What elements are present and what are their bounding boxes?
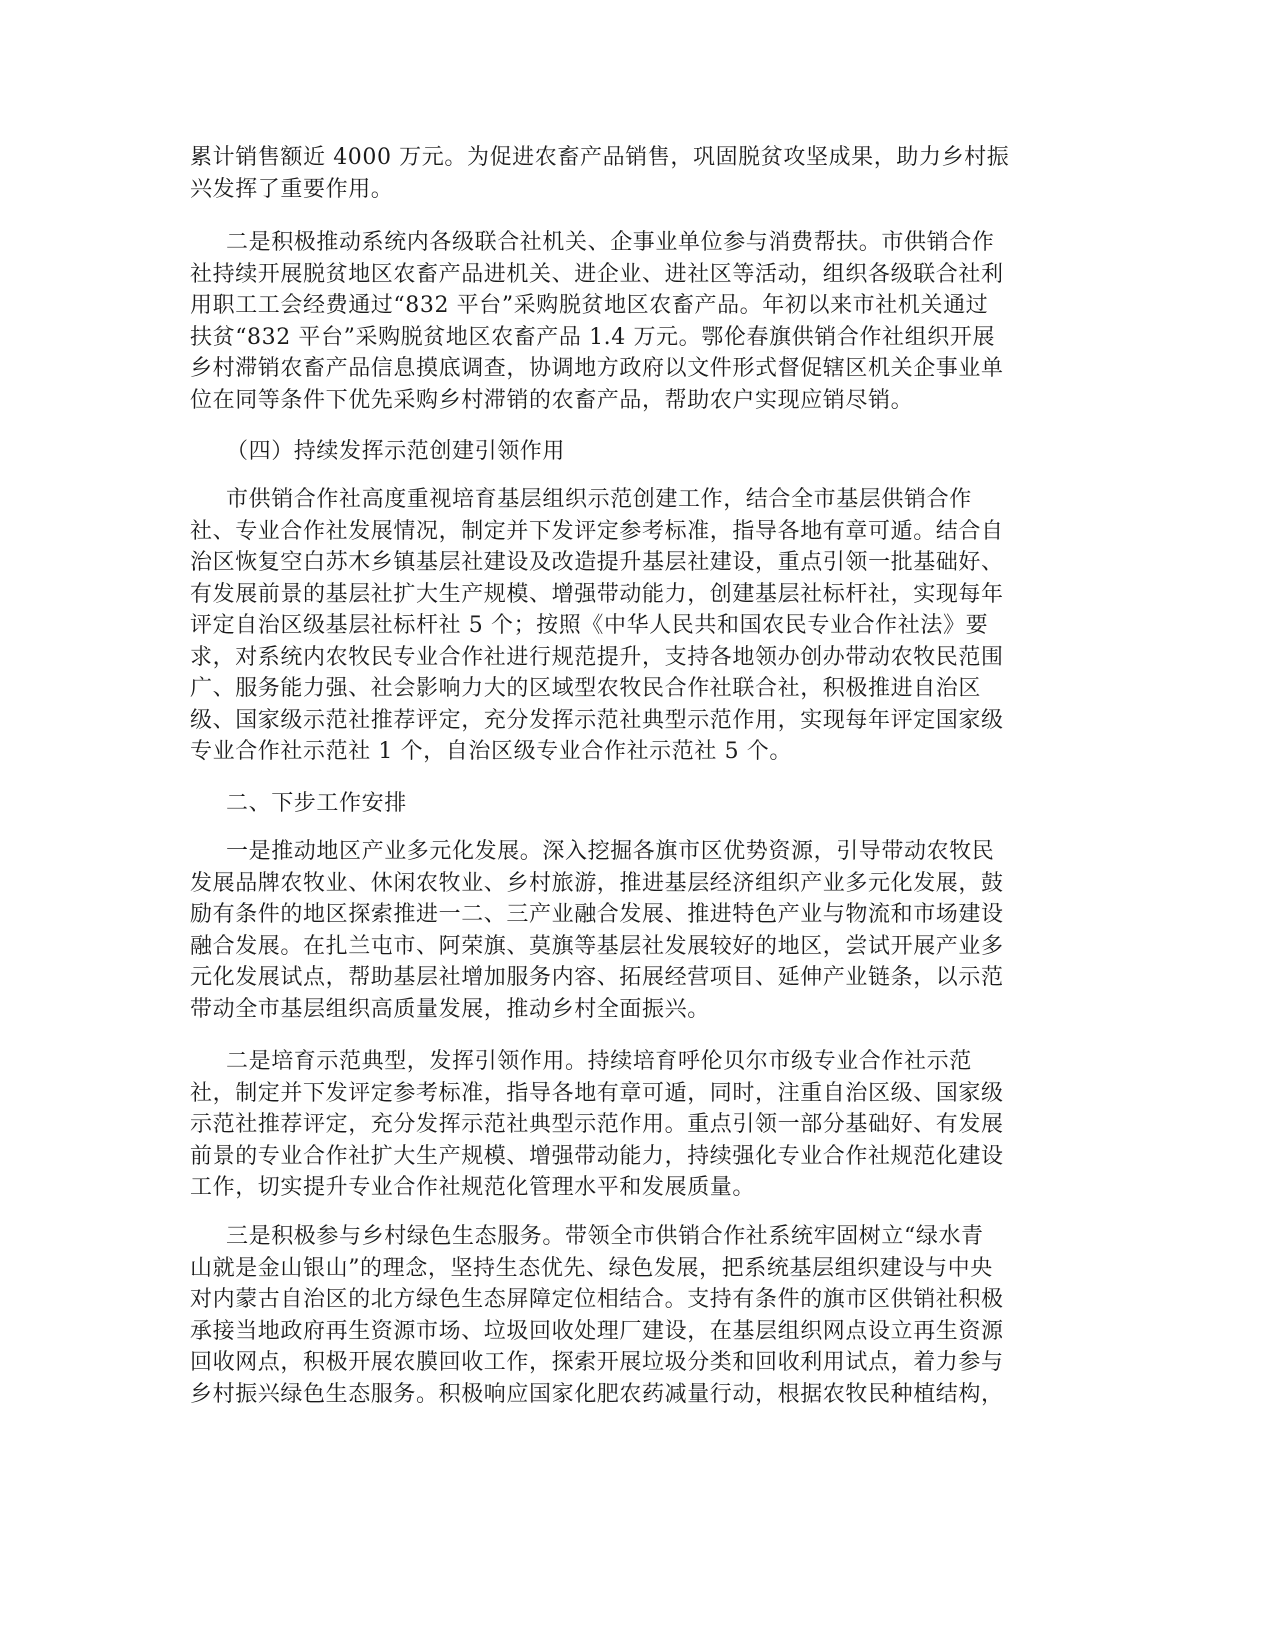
paragraph-demonstration-models <box>190 1046 1090 1204</box>
text-line: 发展品牌农牧业、休闲农牧业、乡村旅游，推进基层经济组织产业多元化发展，鼓 <box>190 870 1004 896</box>
text-line: 用职工工会经费通过“832 平台”采购脱贫地区农畜产品。年初以来市社机关通过 <box>190 293 989 318</box>
section-heading-demonstration <box>190 436 1090 468</box>
paragraph-sales-total <box>190 142 1090 205</box>
text-line: 回收网点，积极开展农膜回收工作，探索开展垃圾分类和回收利用试点，着力参与 <box>190 1350 1004 1375</box>
text-line: 累计销售额近 4000 万元。为促进农畜产品销售，巩固脱贫攻坚成果，助力乡村振 <box>190 145 1010 170</box>
text-line: 评定自治区级基层社标杆社 5 个；按照《中华人民共和国农民专业合作社法》要 <box>190 613 989 638</box>
text-line: 乡村振兴绿色生态服务。积极响应国家化肥农药减量行动，根据农牧民种植结构， <box>190 1381 1004 1407</box>
text-line: 社，制定并下发评定参考标准，指导各地有章可遁，同时，注重自治区级、国家级 <box>190 1080 1004 1106</box>
text-line: 求，对系统内农牧民专业合作社进行规范提升，支持各地领办创办带动农牧民范围 <box>190 644 1004 670</box>
text-line: 对内蒙古自治区的北方绿色生态屏障定位相结合。支持有条件的旗市区供销社积极 <box>190 1287 1004 1312</box>
text-line: 位在同等条件下优先采购乡村滞销的农畜产品，帮助农户实现应销尽销。 <box>190 387 914 413</box>
text-line: 社持续开展脱贫地区农畜产品进机关、进企业、进社区等活动，组织各级联合社利 <box>190 261 1004 287</box>
text-line: 二、下步工作安排 <box>226 791 407 816</box>
text-line: 社、专业合作社发展情况，制定并下发评定参考标准，指导各地有章可遁。结合自 <box>190 518 1004 544</box>
text-line: 广、服务能力强、社会影响力大的区域型农牧民合作社联合社，积极推进自治区 <box>190 676 982 701</box>
text-line: 承接当地政府再生资源市场、垃圾回收处理厂建设，在基层组织网点设立再生资源 <box>190 1318 1004 1344</box>
text-line: 二是积极推动系统内各级联合社机关、企事业单位参与消费帮扶。市供销合作 <box>226 230 995 255</box>
text-line: 山就是金山银山”的理念，坚持生态优先、绿色发展，把系统基层组织建设与中央 <box>190 1255 993 1281</box>
section-heading-next-steps <box>190 788 1090 820</box>
text-line: 前景的专业合作社扩大生产规模、增强带动能力，持续强化专业合作社规范化建设 <box>190 1143 1004 1169</box>
text-line: 级、国家级示范社推荐评定，充分发挥示范社典型示范作用，实现每年评定国家级 <box>190 707 1004 733</box>
text-line: 市供销合作社高度重视培育基层组织示范创建工作，结合全市基层供销合作 <box>226 487 972 512</box>
text-line: 三是积极参与乡村绿色生态服务。带领全市供销合作社系统牢固树立“绿水青 <box>226 1224 984 1249</box>
paragraph-green-ecology <box>190 1221 1090 1410</box>
text-line: 兴发挥了重要作用。 <box>190 176 394 202</box>
text-line: 扶贫“832 平台”采购脱贫地区农畜产品 1.4 万元。鄂伦春旗供销合作社组织开展 <box>190 324 996 350</box>
text-line: 一是推动地区产业多元化发展。深入挖掘各旗市区优势资源，引导带动农牧民 <box>226 839 995 864</box>
text-line: 有发展前景的基层社扩大生产规模、增强带动能力，创建基层社标杆社，实现每年 <box>190 581 1004 607</box>
text-line: 励有条件的地区探索推进一二、三产业融合发展、推进特色产业与物流和市场建设 <box>190 902 1004 927</box>
paragraph-consumption-assistance <box>190 227 1090 416</box>
text-line: 专业合作社示范社 1 个，自治区级专业合作社示范社 5 个。 <box>190 739 792 764</box>
text-line: 乡村滞销农畜产品信息摸底调查，协调地方政府以文件形式督促辖区机关企事业单 <box>190 356 1004 381</box>
paragraph-industry-diversification <box>190 836 1090 1025</box>
text-line: 示范社推荐评定，充分发挥示范社典型示范作用。重点引领一部分基础好、有发展 <box>190 1112 1004 1137</box>
text-line: （四）持续发挥示范创建引领作用 <box>226 439 566 464</box>
text-line: 二是培育示范典型，发挥引领作用。持续培育呼伦贝尔市级专业合作社示范 <box>226 1049 972 1074</box>
text-line: 带动全市基层组织高质量发展，推动乡村全面振兴。 <box>190 996 710 1022</box>
text-line: 工作，切实提升专业合作社规范化管理水平和发展质量。 <box>190 1175 756 1200</box>
text-line: 元化发展试点，帮助基层社增加服务内容、拓展经营项目、延伸产业链条，以示范 <box>190 965 1004 990</box>
text-line: 融合发展。在扎兰屯市、阿荣旗、莫旗等基层社发展较好的地区，尝试开展产业多 <box>190 933 1004 959</box>
paragraph-demonstration-creation <box>190 484 1090 768</box>
text-line: 治区恢复空白苏木乡镇基层社建设及改造提升基层社建设，重点引领一批基础好、 <box>190 550 1004 575</box>
